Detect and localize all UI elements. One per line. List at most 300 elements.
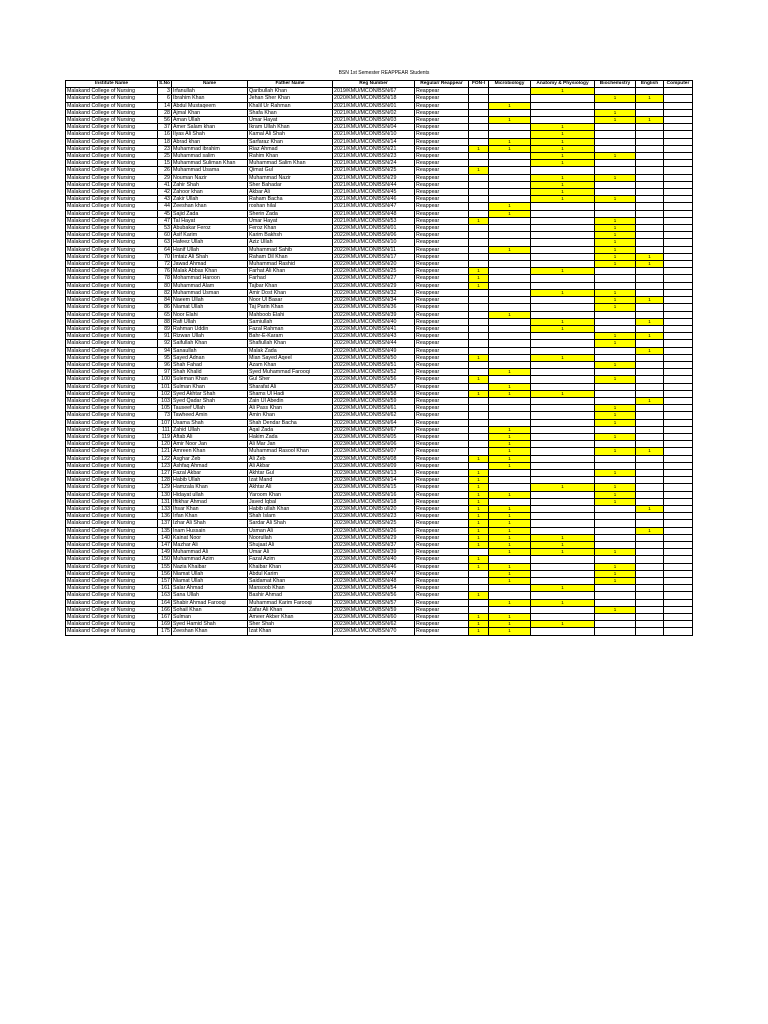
status-cell: Reappear <box>415 145 469 152</box>
subject-cell <box>664 289 693 296</box>
father-name-cell: Abdul Karim <box>248 570 333 577</box>
reg-number-cell: 2021/KMU/MCON/BSN/25 <box>333 167 415 174</box>
reappear-mark-cell: 1 <box>531 268 595 275</box>
subject-cell <box>595 397 636 404</box>
subject-cell <box>664 505 693 512</box>
reappear-mark-cell: 1 <box>469 268 489 275</box>
status-cell: Reappear <box>415 369 469 376</box>
serial-cell: 167 <box>158 614 172 621</box>
father-name-cell: Malak Zada <box>248 347 333 354</box>
father-name-cell: Zain Ul Abedin <box>248 397 333 404</box>
reappear-mark-cell: 1 <box>595 297 636 304</box>
table-row <box>66 354 693 361</box>
serial-cell: 97 <box>158 369 172 376</box>
name-cell: Inam Hussain <box>172 527 248 534</box>
name-cell: Rafi Ullah <box>172 318 248 325</box>
serial-cell: 44 <box>158 203 172 210</box>
subject-cell <box>489 275 531 282</box>
subject-cell <box>595 477 636 484</box>
table-row <box>66 484 693 491</box>
subject-cell <box>664 498 693 505</box>
subject-cell <box>489 268 531 275</box>
status-cell: Reappear <box>415 628 469 635</box>
subject-cell <box>489 556 531 563</box>
reg-number-cell: 2021/KMU/MCON/BSN/48 <box>333 210 415 217</box>
subject-cell <box>469 412 489 419</box>
father-name-cell: Noorullah <box>248 534 333 541</box>
reg-number-cell: 2022/KMU/MCON/BSN/52 <box>333 369 415 376</box>
column-header: Institute Name <box>66 81 158 88</box>
subject-cell <box>636 469 664 476</box>
table-row <box>66 477 693 484</box>
serial-cell: 149 <box>158 549 172 556</box>
subject-cell <box>531 462 595 469</box>
reappear-mark-cell: 1 <box>595 469 636 476</box>
reappear-mark-cell: 1 <box>469 534 489 541</box>
reg-number-cell: 2021/KMU/MCON/BSN/01 <box>333 102 415 109</box>
subject-cell <box>489 153 531 160</box>
subject-cell <box>664 578 693 585</box>
subject-cell <box>469 261 489 268</box>
status-cell: Reappear <box>415 174 469 181</box>
subject-cell <box>664 628 693 635</box>
institute-cell: Malakand College of Nursing <box>66 88 158 95</box>
institute-cell: Malakand College of Nursing <box>66 448 158 455</box>
table-row <box>66 405 693 412</box>
table-row <box>66 549 693 556</box>
reg-number-cell: 2022/KMU/MCON/BSN/50 <box>333 354 415 361</box>
subject-cell <box>636 585 664 592</box>
subject-cell <box>664 369 693 376</box>
reappear-mark-cell: 1 <box>489 621 531 628</box>
serial-cell: 37 <box>158 124 172 131</box>
serial-cell: 135 <box>158 527 172 534</box>
reappear-mark-cell: 1 <box>636 95 664 102</box>
institute-cell: Malakand College of Nursing <box>66 441 158 448</box>
subject-cell <box>489 397 531 404</box>
status-cell: Reappear <box>415 441 469 448</box>
subject-cell <box>664 397 693 404</box>
reg-number-cell: 2022/KMU/MCON/BSN/43 <box>333 333 415 340</box>
subject-cell <box>664 225 693 232</box>
status-cell: Reappear <box>415 217 469 224</box>
table-row <box>66 117 693 124</box>
table-row <box>66 88 693 95</box>
subject-cell <box>664 174 693 181</box>
reappear-mark-cell: 1 <box>595 549 636 556</box>
subject-cell <box>595 455 636 462</box>
subject-cell <box>664 606 693 613</box>
table-row <box>66 585 693 592</box>
father-name-cell: Mahboob Elahi <box>248 311 333 318</box>
subject-cell <box>636 606 664 613</box>
reg-number-cell: 2023/KMU/MCON/BSN/20 <box>333 505 415 512</box>
subject-cell <box>531 491 595 498</box>
status-cell: Reappear <box>415 570 469 577</box>
serial-cell: 131 <box>158 498 172 505</box>
status-cell: Reappear <box>415 167 469 174</box>
column-header: Reg Number <box>333 81 415 88</box>
subject-cell <box>489 88 531 95</box>
father-name-cell: Ameer Akber Khan <box>248 614 333 621</box>
subject-cell <box>636 268 664 275</box>
status-cell: Reappear <box>415 397 469 404</box>
subject-cell <box>595 585 636 592</box>
subject-cell <box>664 433 693 440</box>
subject-cell <box>664 181 693 188</box>
subject-cell <box>489 412 531 419</box>
reappear-mark-cell: 1 <box>489 563 531 570</box>
subject-cell <box>636 477 664 484</box>
subject-cell <box>531 109 595 116</box>
reappear-mark-cell: 1 <box>469 217 489 224</box>
subject-cell <box>531 498 595 505</box>
status-cell: Reappear <box>415 311 469 318</box>
name-cell: Ihsar Khan <box>172 505 248 512</box>
father-name-cell: Izat Khan <box>248 628 333 635</box>
subject-cell <box>531 376 595 383</box>
subject-cell <box>636 196 664 203</box>
column-header: S.No <box>159 81 170 86</box>
serial-cell: 136 <box>158 513 172 520</box>
table-row <box>66 491 693 498</box>
reg-number-cell: 2021/KMU/MCON/BSN/53 <box>333 217 415 224</box>
father-name-cell: Azam Khan <box>248 361 333 368</box>
reappear-mark-cell: 1 <box>531 131 595 138</box>
institute-cell: Malakand College of Nursing <box>66 513 158 520</box>
institute-cell: Malakand College of Nursing <box>66 261 158 268</box>
status-cell: Reappear <box>415 333 469 340</box>
institute-cell: Malakand College of Nursing <box>66 167 158 174</box>
father-name-cell: Aqal Zada <box>248 426 333 433</box>
table-row <box>66 599 693 606</box>
subject-cell <box>664 124 693 131</box>
status-cell: Reappear <box>415 405 469 412</box>
serial-cell: 157 <box>158 578 172 585</box>
reappear-mark-cell: 1 <box>595 253 636 260</box>
subject-cell <box>469 210 489 217</box>
father-name-cell: Aziz Ullah <box>248 239 333 246</box>
subject-cell <box>664 160 693 167</box>
subject-cell <box>664 549 693 556</box>
subject-cell <box>489 405 531 412</box>
subject-cell <box>636 484 664 491</box>
subject-cell <box>664 491 693 498</box>
name-cell: Muhammad Azim <box>172 556 248 563</box>
subject-cell <box>531 275 595 282</box>
reappear-mark-cell: 1 <box>595 448 636 455</box>
reappear-mark-cell: 1 <box>531 354 595 361</box>
father-name-cell: Muhammad Sahib <box>248 246 333 253</box>
reappear-mark-cell: 1 <box>469 167 489 174</box>
reappear-mark-cell: 1 <box>595 340 636 347</box>
reappear-mark-cell: 1 <box>531 196 595 203</box>
table-row <box>66 253 693 260</box>
name-cell: Salar Ahmad <box>172 585 248 592</box>
serial-cell: 60 <box>158 232 172 239</box>
subject-cell <box>595 325 636 332</box>
reappear-mark-cell: 1 <box>469 614 489 621</box>
status-cell: Reappear <box>415 289 469 296</box>
reg-number-cell: 2022/KMU/MCON/BSN/49 <box>333 347 415 354</box>
reappear-mark-cell: 1 <box>595 578 636 585</box>
reg-number-cell: 2023/KMU/MCON/BSN/48 <box>333 578 415 585</box>
subject-cell <box>489 95 531 102</box>
table-row <box>66 167 693 174</box>
reappear-mark-cell: 1 <box>489 542 531 549</box>
subject-cell <box>664 376 693 383</box>
status-cell: Reappear <box>415 599 469 606</box>
reappear-mark-cell: 1 <box>595 232 636 239</box>
subject-cell <box>531 527 595 534</box>
subject-cell <box>531 347 595 354</box>
status-cell: Reappear <box>415 614 469 621</box>
subject-cell <box>595 145 636 152</box>
name-cell: Sohail Khan <box>172 606 248 613</box>
subject-cell <box>489 261 531 268</box>
reg-number-cell: 2023/KMU/MCON/BSN/09 <box>333 462 415 469</box>
status-cell: Reappear <box>415 549 469 556</box>
name-cell: Syed Hamid Shah <box>172 621 248 628</box>
reg-number-cell: 2023/KMU/MCON/BSN/08 <box>333 455 415 462</box>
reappear-mark-cell: 1 <box>489 527 531 534</box>
subject-cell <box>595 189 636 196</box>
institute-cell: Malakand College of Nursing <box>66 556 158 563</box>
reappear-mark-cell: 1 <box>489 520 531 527</box>
reappear-mark-cell: 1 <box>595 289 636 296</box>
reappear-mark-cell: 1 <box>595 304 636 311</box>
subject-cell <box>469 117 489 124</box>
column-header: Regular/ Reappear <box>415 81 469 88</box>
subject-cell <box>664 405 693 412</box>
subject-cell <box>664 275 693 282</box>
serial-cell: 15 <box>158 160 172 167</box>
name-cell: Shabir Ahmad Farooqi <box>172 599 248 606</box>
subject-cell <box>664 167 693 174</box>
institute-cell: Malakand College of Nursing <box>66 621 158 628</box>
subject-cell <box>664 477 693 484</box>
institute-cell: Malakand College of Nursing <box>66 534 158 541</box>
name-cell: Abdul Mustaqeem <box>172 102 248 109</box>
subject-cell <box>469 160 489 167</box>
column-header: Name <box>172 81 248 88</box>
table-row <box>66 527 693 534</box>
reg-number-cell: 2022/KMU/MCON/BSN/57 <box>333 383 415 390</box>
subject-cell <box>469 203 489 210</box>
reappear-mark-cell: 1 <box>595 117 636 124</box>
serial-cell: 47 <box>158 217 172 224</box>
subject-cell <box>469 174 489 181</box>
reappear-mark-cell: 1 <box>531 160 595 167</box>
reappear-mark-cell: 1 <box>531 145 595 152</box>
column-header: Computer <box>664 81 693 88</box>
reg-number-cell: 2023/KMU/MCON/BSN/60 <box>333 614 415 621</box>
subject-cell <box>531 253 595 260</box>
reg-number-cell: 2020/KMU/MCON/BSN/18 <box>333 95 415 102</box>
subject-cell <box>636 520 664 527</box>
status-cell: Reappear <box>415 239 469 246</box>
name-cell: Niamat Ullah <box>172 578 248 585</box>
subject-cell <box>489 167 531 174</box>
subject-cell <box>469 441 489 448</box>
subject-cell <box>469 318 489 325</box>
table-row <box>66 131 693 138</box>
subject-cell <box>489 160 531 167</box>
subject-cell <box>469 153 489 160</box>
table-row <box>66 441 693 448</box>
reappear-mark-cell: 1 <box>531 88 595 95</box>
reappear-mark-cell: 1 <box>469 592 489 599</box>
subject-cell <box>636 174 664 181</box>
institute-cell: Malakand College of Nursing <box>66 484 158 491</box>
subject-cell <box>531 225 595 232</box>
subject-cell <box>664 131 693 138</box>
father-name-cell: Khalil Ur Rahman <box>248 102 333 109</box>
subject-cell <box>636 189 664 196</box>
reappear-mark-cell: 1 <box>489 628 531 635</box>
reg-number-cell: 2022/KMU/MCON/BSN/29 <box>333 282 415 289</box>
father-name-cell: Muhammad Karim Farooqi <box>248 599 333 606</box>
name-cell: Sajid Zada <box>172 210 248 217</box>
reappear-mark-cell: 1 <box>595 153 636 160</box>
reg-number-cell: 2022/KMU/MCON/BSN/06 <box>333 232 415 239</box>
table-row <box>66 153 693 160</box>
serial-cell: 155 <box>158 563 172 570</box>
table-row <box>66 340 693 347</box>
reg-number-cell: 2023/KMU/MCON/BSN/14 <box>333 477 415 484</box>
institute-cell: Malakand College of Nursing <box>66 189 158 196</box>
name-cell: Amer Salam khan <box>172 124 248 131</box>
reg-number-cell: 2023/KMU/MCON/BSN/07 <box>333 448 415 455</box>
name-cell: Ashfaq Ahmad <box>172 462 248 469</box>
subject-cell <box>595 203 636 210</box>
name-cell: Malak Abbas Khan <box>172 268 248 275</box>
name-cell: Mohammad Haroon <box>172 275 248 282</box>
subject-cell <box>636 282 664 289</box>
institute-cell: Malakand College of Nursing <box>66 369 158 376</box>
subject-cell <box>595 621 636 628</box>
reappear-mark-cell: 1 <box>531 318 595 325</box>
status-cell: Reappear <box>415 361 469 368</box>
subject-cell <box>636 628 664 635</box>
father-name-cell: Muhammad Salim Khan <box>248 160 333 167</box>
institute-cell: Malakand College of Nursing <box>66 599 158 606</box>
subject-cell <box>531 239 595 246</box>
reappear-mark-cell: 1 <box>489 513 531 520</box>
subject-cell <box>531 628 595 635</box>
serial-cell: 73 <box>158 412 172 419</box>
name-cell: Zahid Ullah <box>172 426 248 433</box>
subject-cell <box>469 232 489 239</box>
reappear-mark-cell: 1 <box>489 455 531 462</box>
subject-cell <box>664 484 693 491</box>
subject-cell <box>636 498 664 505</box>
subject-cell <box>531 606 595 613</box>
subject-cell <box>531 448 595 455</box>
subject-cell <box>664 304 693 311</box>
subject-cell <box>664 448 693 455</box>
status-cell: Reappear <box>415 484 469 491</box>
subject-cell <box>469 578 489 585</box>
reappear-mark-cell: 1 <box>595 405 636 412</box>
name-cell: Shah Fahad <box>172 361 248 368</box>
subject-cell <box>636 542 664 549</box>
name-cell: Muhammad Usama <box>172 167 248 174</box>
name-cell: Mazhar Ali <box>172 542 248 549</box>
status-cell: Reappear <box>415 513 469 520</box>
reappear-mark-cell: 1 <box>489 203 531 210</box>
subject-cell <box>636 304 664 311</box>
table-row <box>66 347 693 354</box>
father-name-cell: Bashir Ahmad <box>248 592 333 599</box>
reappear-mark-cell: 1 <box>636 318 664 325</box>
reappear-mark-cell: 1 <box>469 455 489 462</box>
subject-cell <box>531 513 595 520</box>
sheet-title: BSN 1st Semester REAPPEAR Students <box>338 70 430 76</box>
subject-cell <box>531 117 595 124</box>
serial-cell: 53 <box>158 225 172 232</box>
reappear-mark-cell: 1 <box>489 599 531 606</box>
name-cell: Irfanullah <box>172 88 248 95</box>
subject-cell <box>664 614 693 621</box>
subject-cell <box>595 282 636 289</box>
subject-cell <box>469 196 489 203</box>
institute-cell: Malakand College of Nursing <box>66 426 158 433</box>
institute-cell: Malakand College of Nursing <box>66 217 158 224</box>
subject-cell <box>469 606 489 613</box>
name-cell: Sulman <box>172 614 248 621</box>
status-cell: Reappear <box>415 275 469 282</box>
status-cell: Reappear <box>415 520 469 527</box>
reappear-mark-cell: 1 <box>595 109 636 116</box>
subject-cell <box>595 347 636 354</box>
reg-number-cell: 2023/KMU/MCON/BSN/47 <box>333 570 415 577</box>
status-cell: Reappear <box>415 592 469 599</box>
name-cell: Niamat Ullah <box>172 570 248 577</box>
status-cell: Reappear <box>415 124 469 131</box>
serial-cell: 94 <box>158 347 172 354</box>
status-cell: Reappear <box>415 117 469 124</box>
father-name-cell: Shafa Khan <box>248 109 333 116</box>
status-cell: Reappear <box>415 491 469 498</box>
subject-cell <box>664 390 693 397</box>
serial-cell: 43 <box>158 196 172 203</box>
institute-cell: Malakand College of Nursing <box>66 491 158 498</box>
serial-cell: 72 <box>158 261 172 268</box>
subject-cell <box>531 261 595 268</box>
serial-cell: 89 <box>158 325 172 332</box>
status-cell: Reappear <box>415 376 469 383</box>
serial-cell: 78 <box>158 275 172 282</box>
status-cell: Reappear <box>415 304 469 311</box>
subject-cell <box>469 297 489 304</box>
subject-cell <box>664 354 693 361</box>
father-name-cell: Ali Pass Khan <box>248 405 333 412</box>
serial-cell: 6 <box>158 95 172 102</box>
serial-cell: 121 <box>158 448 172 455</box>
table-row <box>66 383 693 390</box>
father-name-cell: Yaroom Khan <box>248 491 333 498</box>
table-row <box>66 325 693 332</box>
subject-cell <box>636 225 664 232</box>
subject-cell <box>531 383 595 390</box>
reappear-mark-cell: 1 <box>531 138 595 145</box>
status-cell: Reappear <box>415 297 469 304</box>
table-row <box>66 275 693 282</box>
subject-cell <box>664 455 693 462</box>
subject-cell <box>469 383 489 390</box>
table-row <box>66 311 693 318</box>
